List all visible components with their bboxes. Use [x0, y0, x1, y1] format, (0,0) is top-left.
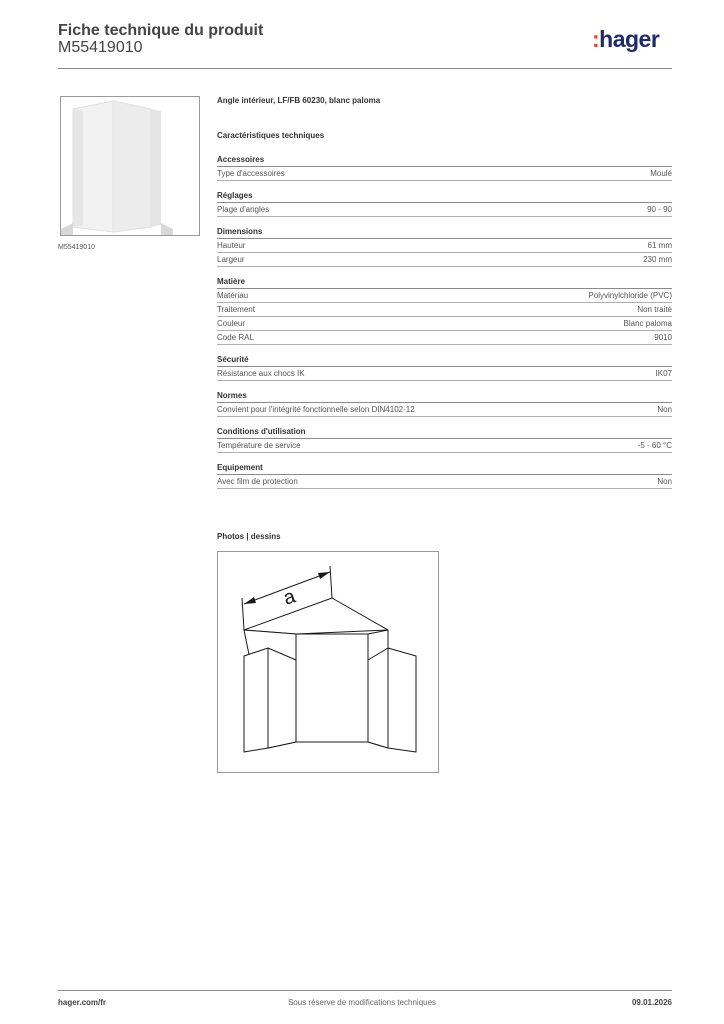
spec-row — [217, 239, 672, 253]
product-photo — [60, 96, 200, 236]
spec-value: 90 - 90 — [647, 205, 672, 214]
spec-value: 61 mm — [647, 241, 672, 250]
spec-group — [217, 191, 672, 217]
logo-text: hager — [599, 26, 660, 52]
spec-group-title: Accessoires — [217, 155, 672, 167]
spec-value: Non — [657, 477, 672, 486]
spec-value: Non — [657, 405, 672, 414]
spec-value: Polyvinylchloride (PVC) — [588, 291, 672, 300]
spec-row — [217, 403, 672, 417]
spec-group-title: Réglages — [217, 191, 672, 203]
spec-label: Résistance aux chocs IK — [217, 369, 305, 378]
spec-row — [217, 167, 672, 181]
spec-group-title: Matière — [217, 277, 672, 289]
specifications — [217, 96, 672, 489]
spec-row — [217, 317, 672, 331]
spec-label: Largeur — [217, 255, 245, 264]
spec-group-title: Equipement — [217, 463, 672, 475]
spec-group-title: Sécurité — [217, 355, 672, 367]
photos-title: Photos | dessins — [217, 532, 281, 541]
spec-row — [217, 475, 672, 489]
spec-value: 9010 — [654, 333, 672, 342]
footer-disclaimer: Sous réserve de modifications techniques — [287, 998, 437, 1007]
spec-value: -5 - 60 °C — [637, 441, 672, 450]
spec-group — [217, 391, 672, 417]
footer-date: 09.01.2026 — [631, 998, 672, 1007]
spec-value: Moulé — [650, 169, 672, 178]
footer-website: hager.com/fr — [58, 998, 107, 1007]
product-reference: M55419010 — [58, 39, 143, 56]
spec-value: Non traité — [637, 305, 672, 314]
spec-row — [217, 289, 672, 303]
header-divider — [58, 68, 672, 69]
logo-dot: : — [592, 26, 600, 52]
spec-group — [217, 155, 672, 181]
corner-drawing — [218, 552, 438, 772]
spec-label: Matériau — [217, 291, 249, 300]
spec-group — [217, 277, 672, 345]
spec-label: Type d'accessoires — [217, 169, 285, 178]
spec-row — [217, 331, 672, 345]
hager-logo — [592, 26, 659, 53]
spec-label: Température de service — [217, 441, 301, 450]
spec-row — [217, 303, 672, 317]
dimension-label: a — [280, 585, 299, 610]
spec-group — [217, 427, 672, 453]
spec-group-title: Normes — [217, 391, 672, 403]
photo-caption: M55419010 — [58, 244, 95, 251]
spec-label: Code RAL — [217, 333, 254, 342]
spec-groups — [217, 155, 672, 489]
product-name: Angle intérieur, LF/FB 60230, blanc paloma — [217, 96, 381, 105]
spec-label: Avec film de protection — [217, 477, 298, 486]
spec-group — [217, 227, 672, 267]
spec-row — [217, 367, 672, 381]
spec-label: Hauteur — [217, 241, 246, 250]
spec-group-title: Conditions d'utilisation — [217, 427, 672, 439]
spec-row — [217, 203, 672, 217]
spec-group — [217, 355, 672, 381]
spec-group-title: Dimensions — [217, 227, 672, 239]
spec-value: Blanc paloma — [623, 319, 672, 328]
spec-label: Convient pour l'intégrité fonctionnelle selon DIN4102-12 — [217, 405, 415, 414]
spec-label: Plage d'angles — [217, 205, 270, 214]
technical-drawing — [217, 551, 439, 773]
spec-group — [217, 463, 672, 489]
spec-row — [217, 439, 672, 453]
spec-value: IK07 — [655, 369, 672, 378]
spec-label: Traitement — [217, 305, 255, 314]
spec-value: 230 mm — [643, 255, 672, 264]
product-photo-image — [61, 97, 199, 235]
spec-label: Couleur — [217, 319, 246, 328]
spec-row — [217, 253, 672, 267]
characteristics-title: Caractéristiques techniques — [217, 131, 325, 140]
page-title: Fiche technique du produit — [58, 22, 264, 39]
footer-divider — [58, 990, 672, 991]
